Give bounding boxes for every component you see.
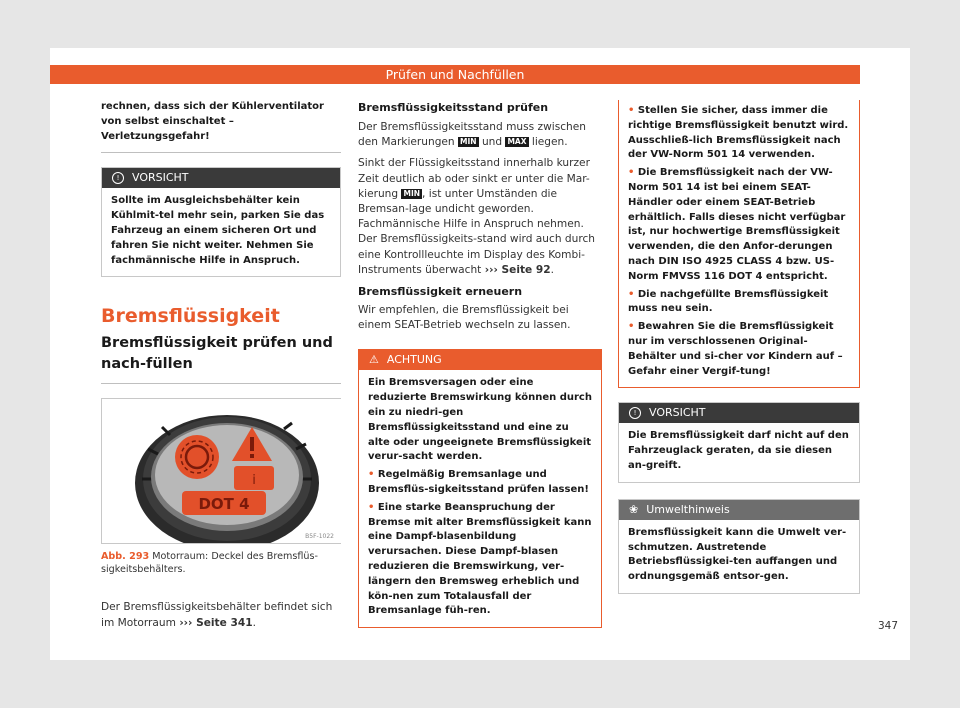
- heading-renew: Bremsflüssigkeit erneuern: [358, 285, 523, 299]
- bullet-text: Stellen Sie sicher, dass immer die richtige Bremsflüssigkeit benutzt wird. Ausschließ-lich Bremsflüssigkeit nach der VW-Norm 501 14 verwenden.: [628, 105, 849, 161]
- svg-text:i: i: [252, 473, 256, 489]
- bullet-text: Eine starke Beanspruchung der Bremse mit alter Bremsflüssigkeit kann eine Dampf-blasenbildung verursachen. Diese Dampf-blasen reduzieren die Bremswirkung, ver-längern den Bremsweg erheblich und kön-nen zum Totalausfall der Bremsanlage füh-ren.: [368, 501, 592, 617]
- achtung-bullet: [368, 501, 592, 619]
- bullet-text: Die Bremsflüssigkeit nach der VW-Norm 501 14 ist bei einem SEAT-Händler oder einem SEAT-Betrieb erhältlich. Falls dieses nicht verfügbar ist, nur hochwertige Bremsflüssigkeit verwenden, die den Anfor-derungen nach DIN ISO 4925 CLASS 4 bzw. US-Norm FMVSS 116 DOT 4 entspricht.: [628, 167, 846, 282]
- vorsicht-title: VORSICHT: [649, 406, 706, 420]
- bullet-text: Die nachgefüllte Bremsflüssigkeit muss neu sein.: [628, 288, 829, 315]
- divider: [101, 383, 341, 384]
- paragraph-level: [358, 120, 602, 150]
- body-text: Der Bremsflüssigkeitsbehälter befindet sich im Motorraum: [101, 601, 333, 629]
- umwelt-title: Umwelthinweis: [646, 502, 730, 516]
- page-number: 347: [878, 620, 899, 632]
- max-mark: MAX: [507, 137, 527, 147]
- subsection-title: Bremsflüssigkeit prüfen und nach-füllen: [101, 335, 333, 373]
- info-icon: !: [629, 407, 641, 419]
- achtung-continuation-body: [619, 100, 859, 387]
- intro-warning-text: rechnen, dass sich der Kühlerventilator von selbst einschaltet – Verletzungsgefahr!: [101, 101, 324, 142]
- umwelt-text: Bremsflüssigkeit kann die Umwelt ver-schmutzen. Austretende Betriebsflüssigkei-ten auffangen und ordnungsgemäß entsor-gen.: [628, 526, 847, 583]
- vorsicht-header: [619, 403, 859, 423]
- umwelt-box: [618, 499, 860, 594]
- text: liegen.: [531, 136, 568, 149]
- page-ref-link[interactable]: ››› Seite 341: [179, 616, 253, 629]
- achtung-body: [359, 370, 601, 627]
- figure-caption: [101, 550, 341, 576]
- bullet-item: [628, 104, 850, 163]
- achtung-intro: Ein Bremsversagen oder eine reduzierte Bremswirkung können durch ein zu niedri-gen Bremsflüssigkeitsstand und eine zu alte oder ungeeignete Bremsflüssigkeit verur-sacht werden.: [368, 377, 592, 463]
- figure-brake-fluid-cap: [101, 398, 341, 544]
- divider: [101, 152, 341, 153]
- bullet-item: [628, 166, 850, 284]
- min-mark: MIN: [460, 137, 477, 147]
- text: und: [481, 136, 503, 149]
- bullet-icon: •: [368, 469, 378, 481]
- achtung-continuation-box: [618, 100, 860, 388]
- column-3: [618, 100, 860, 594]
- bullet-item: [628, 320, 850, 379]
- text: , ist unter Umständen die Bremsan-lage undicht geworden. Fachmännische Hilfe in Anspruch nehmen. Der Bremsflüssigkeits-stand wird auch durch eine Kontrollleuchte im Display des Kombi-Instruments überwacht: [358, 187, 596, 276]
- column-2: [358, 100, 602, 628]
- text: Sinkt der Flüssigkeitsstand innerhalb kurzer Zeit deutlich ab oder sinkt er unter die Mar-kierung: [358, 157, 590, 200]
- achtung-box: [358, 349, 602, 628]
- body-paragraph: [101, 600, 341, 630]
- bullet-text: Regelmäßig Bremsanlage und Bremsflüs-sigkeitsstand prüfen lassen!: [368, 469, 589, 496]
- vorsicht-header: [102, 168, 340, 188]
- vorsicht-box-2: [618, 402, 860, 482]
- min-mark: MIN: [403, 188, 421, 198]
- leaf-icon: ❀: [629, 502, 639, 516]
- figure-code: B5F-1022: [305, 533, 334, 541]
- vorsicht-box-1: [101, 167, 341, 277]
- bullet-icon: •: [368, 501, 378, 513]
- warning-triangle-icon: ⚠: [369, 353, 379, 367]
- bullet-text: Bewahren Sie die Bremsflüssigkeit nur im verschlossenen Original-Behälter und si-cher vor Kindern auf – Gefahr einer Vergif-tung!: [628, 321, 843, 377]
- achtung-bullet: [368, 468, 592, 498]
- achtung-header: [359, 350, 601, 370]
- page-ref-link[interactable]: ››› Seite 92: [484, 263, 551, 276]
- text: Der Bremsflüssigkeitsstand muss zwischen den Markierungen: [358, 121, 586, 149]
- umwelt-header: [619, 500, 859, 520]
- text: .: [550, 263, 555, 276]
- info-icon: !: [112, 172, 124, 184]
- figure-caption-text: Motorraum: Deckel des Bremsflüs-sigkeitsbehälters.: [101, 551, 318, 576]
- bullet-icon: •: [628, 321, 638, 333]
- heading-check-level: Bremsflüssigkeitsstand prüfen: [358, 101, 549, 114]
- bullet-icon: •: [628, 105, 638, 116]
- section-title: Bremsflüssigkeit: [101, 305, 280, 328]
- paragraph-drop: [358, 156, 602, 278]
- page-header: Prüfen und Nachfüllen: [50, 65, 860, 84]
- bullet-icon: •: [628, 167, 638, 179]
- figure-number: Abb. 293: [101, 551, 150, 563]
- bullet-item: [628, 288, 850, 318]
- bullet-icon: •: [628, 288, 638, 300]
- body-end: .: [252, 616, 256, 629]
- vorsicht-text: Die Bremsflüssigkeit darf nicht auf den Fahrzeuglack geraten, da sie diesen an-greift.: [628, 430, 849, 471]
- cap-label: DOT 4: [198, 495, 250, 514]
- paragraph-renew: Wir empfehlen, die Bremsflüssigkeit bei einem SEAT-Betrieb wechseln zu lassen.: [358, 304, 571, 332]
- brake-fluid-cap-illustration: [102, 399, 342, 543]
- vorsicht-text: Sollte im Ausgleichsbehälter kein Kühlmit-tel mehr sein, parken Sie das Fahrzeug an einem sicheren Ort und fahren Sie nicht weiter. Nehmen Sie fachmännische Hilfe in Anspruch.: [111, 195, 325, 266]
- column-1: [101, 100, 341, 631]
- achtung-title: ACHTUNG: [386, 353, 442, 367]
- vorsicht-title: VORSICHT: [132, 171, 189, 185]
